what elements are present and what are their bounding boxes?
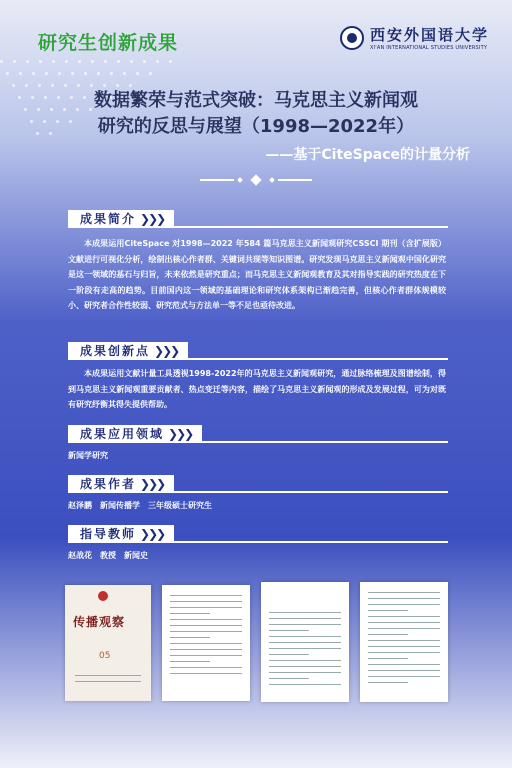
dot xyxy=(104,60,107,63)
article-second-page xyxy=(360,582,448,702)
text-line xyxy=(368,610,408,611)
text-line xyxy=(269,684,341,685)
text-line xyxy=(170,625,242,626)
section-heading-innovation: 成果创新点 ❯❯❯ xyxy=(68,342,188,360)
section-heading-intro: 成果简介 ❯❯❯ xyxy=(68,210,174,228)
university-name xyxy=(370,24,489,51)
dot xyxy=(84,72,87,75)
text-line xyxy=(368,682,408,683)
text-line xyxy=(269,624,341,625)
author-text: 赵泽鹏 新闻传播学 三年级硕士研究生 xyxy=(68,501,212,510)
journal-cover-title: 传播观察 xyxy=(73,615,126,629)
title-divider xyxy=(200,176,312,184)
dot xyxy=(90,84,93,87)
subtitle: ——基于CiteSpace的计量分析 xyxy=(265,147,470,163)
dot xyxy=(30,120,33,123)
chevron-icon: ❯❯❯ xyxy=(154,344,179,358)
text-line xyxy=(269,678,309,679)
brand-title: 研究生创新成果 xyxy=(38,32,179,54)
text-line xyxy=(269,654,309,655)
dot xyxy=(71,72,74,75)
university-logo xyxy=(340,24,489,51)
text-line xyxy=(269,648,341,649)
dot xyxy=(97,72,100,75)
dot xyxy=(91,60,94,63)
text-line xyxy=(269,642,341,643)
dot xyxy=(156,60,159,63)
dot xyxy=(13,60,16,63)
intro-text: 本成果运用CiteSpace 对1998—2022 年584 篇马克思主义新闻观研究CSSCI 期刊（含扩展版）文献进行可视化分析，绘制出核心作者群、关键词共现等知识图谱。研究发现马克思主义新闻观中国化研究是这一领域的基石与归旨，未来依然是研究重点；而马克思主义新闻观教育及其对指导实践的研究热度在下一阶段有走高的趋势。目前国内这一领域的基础理论和研究体系架构已渐趋完善，但核心作者群体规模较小、研究者合作性较弱、研究范式与方法单一等不足也亟待改进。 xyxy=(68,239,446,310)
text-line xyxy=(170,601,242,602)
section-heading-advisor: 指导教师 ❯❯❯ xyxy=(68,525,174,543)
dot xyxy=(51,84,54,87)
dot xyxy=(78,60,81,63)
text-line xyxy=(170,631,242,632)
chevron-icon: ❯❯❯ xyxy=(168,427,193,441)
dot xyxy=(77,84,80,87)
text-line xyxy=(269,636,341,637)
innovation-text: 本成果运用文献计量工具透视1998-2022年的马克思主义新闻观研究，通过脉络梳理及图谱绘制，得到马克思主义新闻观重要贡献者、热点变迁等内容，描绘了马克思主义新闻观的形成及发展过程，可为对既有研究纾衡其得失提供帮助。 xyxy=(68,369,446,409)
dot xyxy=(136,72,139,75)
text-line xyxy=(170,643,242,644)
university-name-en: XI'AN INTERNATIONAL STUDIES UNIVERSITY xyxy=(370,45,488,51)
dot xyxy=(130,60,133,63)
text-line xyxy=(170,619,242,620)
dot xyxy=(103,84,106,87)
main-title-line1: 数据繁荣与范式突破：马克思主义新闻观 xyxy=(94,90,418,111)
text-line xyxy=(368,598,440,599)
text-line xyxy=(269,666,341,667)
text-line xyxy=(368,670,440,671)
text-line xyxy=(368,616,440,617)
dot xyxy=(45,72,48,75)
text-line xyxy=(170,637,210,638)
text-line xyxy=(368,622,440,623)
application-text: 新闻学研究 xyxy=(68,451,108,460)
main-title-line2: 研究的反思与展望（1998—2022年） xyxy=(97,116,415,137)
dot xyxy=(31,96,34,99)
text-line xyxy=(170,613,210,614)
text-line xyxy=(269,672,341,673)
university-name-cn: 西安外国语大学 xyxy=(370,26,490,44)
dot xyxy=(19,72,22,75)
dot xyxy=(12,84,15,87)
dot xyxy=(116,84,119,87)
chevron-icon: ❯❯❯ xyxy=(140,527,165,541)
text-line xyxy=(170,661,210,662)
dot xyxy=(129,84,132,87)
text-line xyxy=(368,634,408,635)
text-line xyxy=(368,646,440,647)
text-line xyxy=(170,673,242,674)
section-rule xyxy=(68,226,448,228)
dot xyxy=(18,96,21,99)
section-heading-application: 成果应用领域 ❯❯❯ xyxy=(68,425,202,443)
dot xyxy=(58,72,61,75)
text-line xyxy=(368,664,440,665)
text-line xyxy=(368,652,440,653)
section-rule xyxy=(68,441,448,443)
journal-toc-page xyxy=(162,585,250,701)
text-line xyxy=(269,612,341,613)
text-line xyxy=(368,640,440,641)
section-rule xyxy=(68,541,448,543)
text-line xyxy=(368,658,408,659)
dot xyxy=(143,60,146,63)
section-rule xyxy=(68,491,448,493)
dot xyxy=(25,84,28,87)
text-line xyxy=(170,607,242,608)
dot xyxy=(169,60,172,63)
text-line xyxy=(170,649,242,650)
text-line xyxy=(269,630,309,631)
text-line xyxy=(170,667,242,668)
text-line xyxy=(170,655,242,656)
advisor-text: 赵战花 教授 新闻史 xyxy=(68,551,148,560)
section-heading-author: 成果作者 ❯❯❯ xyxy=(68,475,174,493)
university-seal-icon xyxy=(340,26,364,50)
dot xyxy=(32,72,35,75)
text-line xyxy=(368,604,440,605)
dot xyxy=(36,132,39,135)
dot xyxy=(64,84,67,87)
dot xyxy=(117,60,120,63)
dot xyxy=(149,72,152,75)
dot xyxy=(24,108,27,111)
dot xyxy=(52,60,55,63)
text-line xyxy=(269,660,341,661)
dot xyxy=(110,72,113,75)
text-line xyxy=(170,595,242,596)
dot xyxy=(123,72,126,75)
article-first-page xyxy=(261,582,349,702)
dot xyxy=(26,60,29,63)
section-rule xyxy=(68,358,448,360)
journal-cover xyxy=(65,585,151,701)
text-line xyxy=(368,592,440,593)
journal-cover-issue: 05 xyxy=(99,651,111,661)
dot xyxy=(65,60,68,63)
chevron-icon: ❯❯❯ xyxy=(140,212,165,226)
text-line xyxy=(368,628,440,629)
journal-emblem-icon xyxy=(98,591,108,601)
dot xyxy=(6,72,9,75)
dot xyxy=(39,60,42,63)
text-line xyxy=(368,676,440,677)
dot xyxy=(38,84,41,87)
text-line xyxy=(269,618,341,619)
chevron-icon: ❯❯❯ xyxy=(140,477,165,491)
dot xyxy=(0,60,3,63)
